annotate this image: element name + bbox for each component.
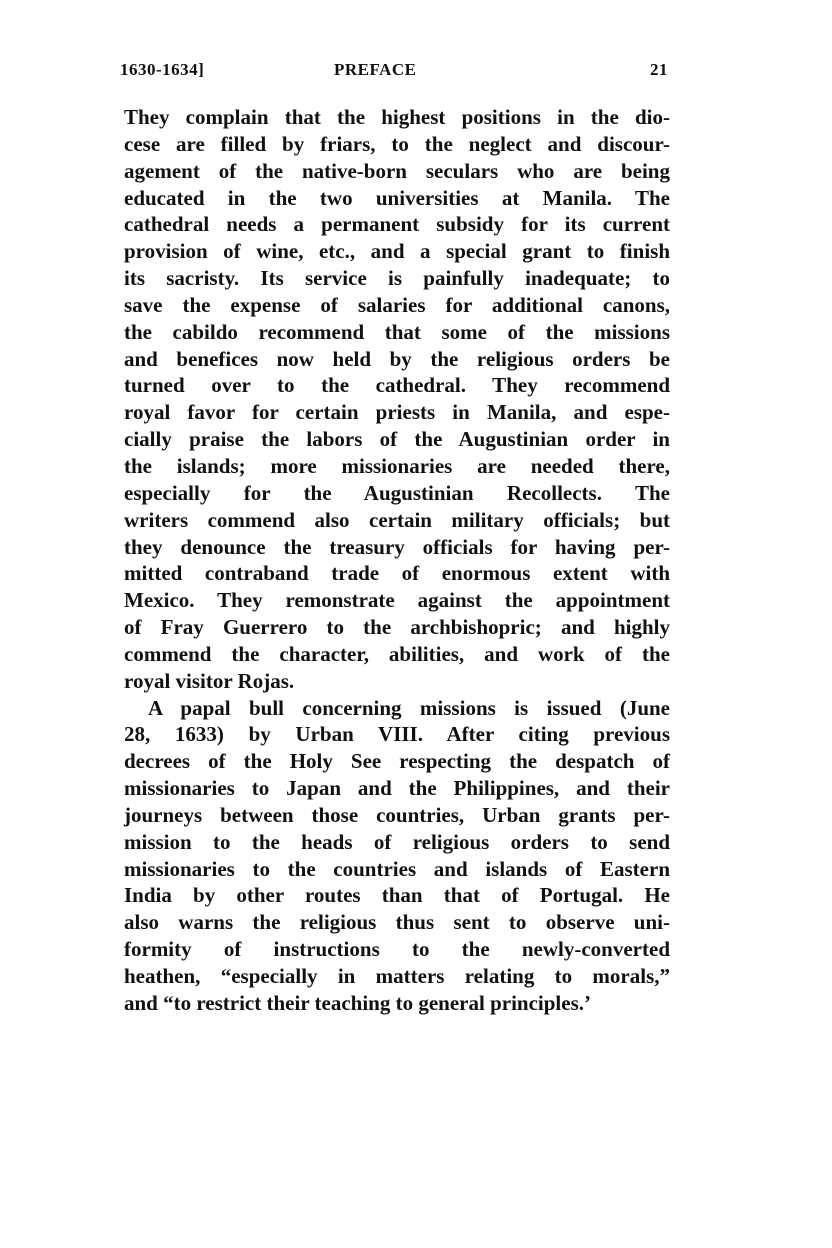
text-line: cially praise the labors of the Augustinian order in — [124, 427, 670, 452]
page-number: 21 — [650, 60, 668, 79]
text-line: the islands; more missionaries are needed there, — [124, 453, 670, 478]
text-line: mission to the heads of religious orders to send — [124, 829, 670, 854]
text-line: India by other routes than that of Portugal. He — [124, 883, 670, 908]
header-section-title: PREFACE — [334, 60, 417, 79]
text-line: A papal bull concerning missions is issued (June — [148, 695, 670, 720]
text-line: of Fray Guerrero to the archbishopric; and highly — [124, 615, 670, 640]
text-line: the cabildo recommend that some of the missions — [124, 319, 670, 344]
text-line: educated in the two universities at Manila. The — [124, 185, 670, 210]
text-line: especially for the Augustinian Recollects. The — [124, 480, 670, 505]
text-line: royal visitor Rojas. — [124, 668, 295, 693]
text-line: agement of the native-born seculars who are being — [124, 158, 670, 183]
text-line: 28, 1633) by Urban VIII. After citing previous — [124, 722, 670, 747]
text-line: turned over to the cathedral. They recommend — [124, 373, 670, 398]
running-header — [120, 60, 668, 88]
text-line: missionaries to Japan and the Philippines, and their — [124, 776, 670, 801]
text-line: They complain that the highest positions in the dio- — [124, 105, 670, 129]
text-line: and “to restrict their teaching to general principles.’ — [124, 990, 591, 1015]
text-line: provision of wine, etc., and a special grant to finish — [124, 239, 670, 264]
body-text — [124, 104, 670, 1017]
text-line: heathen, “especially in matters relating to morals,” — [124, 964, 670, 988]
text-line: decrees of the Holy See respecting the despatch of — [124, 749, 670, 774]
text-line: they denounce the treasury officials for having per- — [124, 534, 670, 559]
text-line: Mexico. They remonstrate against the appointment — [124, 588, 670, 613]
text-line: missionaries to the countries and islands of Eastern — [124, 856, 670, 881]
text-line: mitted contraband trade of enormous extent with — [124, 561, 670, 586]
text-line: royal favor for certain priests in Manila, and espe- — [124, 400, 670, 425]
text-line: cathedral needs a permanent subsidy for its current — [124, 212, 670, 237]
text-line: formity of instructions to the newly-converted — [124, 937, 670, 962]
text-line: journeys between those countries, Urban grants per- — [124, 802, 670, 827]
text-line: commend the character, abilities, and work of the — [124, 641, 670, 666]
text-line: save the expense of salaries for additional canons, — [124, 292, 670, 317]
text-line: cese are filled by friars, to the neglect and discour- — [124, 131, 670, 156]
text-line: also warns the religious thus sent to observe uni- — [124, 910, 670, 935]
text-line: its sacristy. Its service is painfully inadequate; to — [124, 266, 670, 291]
text-line: and benefices now held by the religious orders be — [124, 346, 670, 371]
header-date-range: 1630-1634] — [120, 60, 205, 79]
text-line: writers commend also certain military officials; but — [124, 507, 670, 532]
